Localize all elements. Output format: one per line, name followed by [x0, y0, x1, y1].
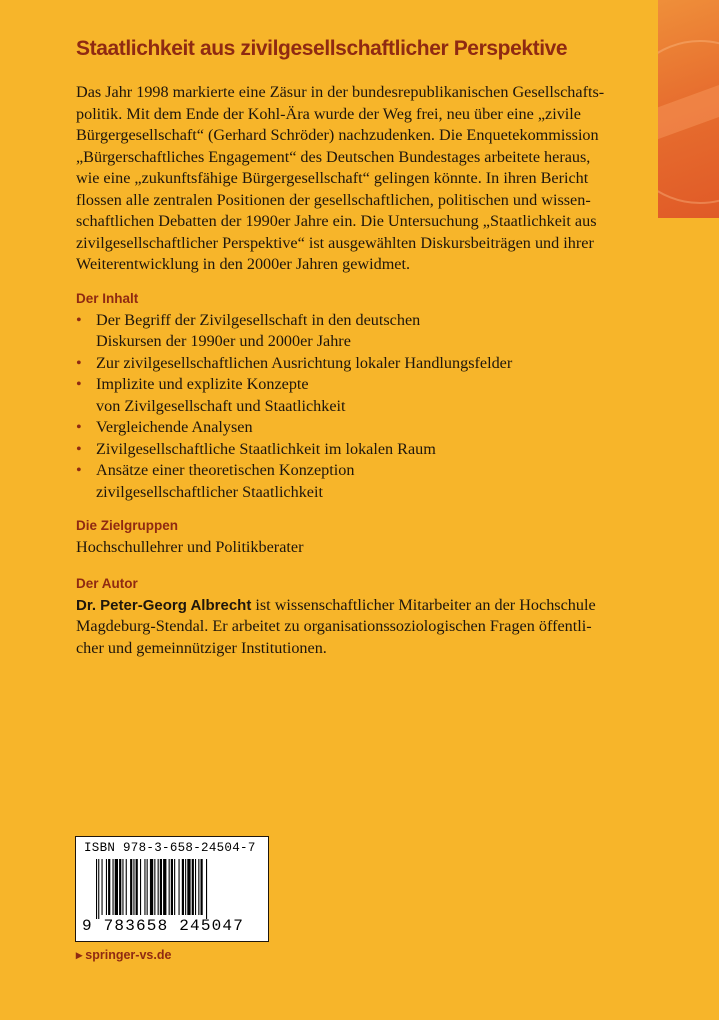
- list-item: [76, 374, 621, 417]
- barcode-bars: [96, 859, 252, 919]
- intro-line: Weiterentwicklung in den 2000er Jahren gewidmet.: [76, 255, 411, 273]
- list-item-line: • Der Begriff der Zivilgesellschaft in den deutschen: [96, 310, 421, 329]
- barcode-bar: [113, 859, 114, 915]
- list-item-line: • Implizite und explizite Konzepte: [96, 375, 309, 393]
- barcode-bar: [115, 859, 118, 915]
- list-item: [76, 460, 621, 503]
- ean-digits: 9 783658 245047: [82, 917, 245, 935]
- intro-line: zivilgesellschaftlicher Perspektive“ ist ausgewählten Diskursbeiträgen und ihrer: [76, 233, 594, 252]
- list-item-line: • Zivilgesellschaftliche Staatlichkeit im lokalen Raum: [96, 439, 436, 458]
- barcode-bar: [106, 859, 107, 915]
- list-item: [76, 439, 621, 461]
- barcode-bar: [169, 859, 170, 915]
- barcode-bar: [122, 859, 123, 915]
- author-name: Dr. Peter-Georg Albrecht: [76, 596, 252, 614]
- barcode-bar: [171, 859, 173, 915]
- barcode-bar: [102, 859, 103, 915]
- intro-line: Das Jahr 1998 markierte eine Zäsur in der bundesrepublikanischen Gesellschafts-: [76, 83, 605, 101]
- barcode-bar: [192, 859, 194, 915]
- author-heading: Der Autor: [76, 575, 138, 591]
- author-bio-line: cher und gemeinnütziger Institutionen.: [76, 638, 327, 657]
- barcode-bar: [158, 859, 159, 915]
- publisher-website[interactable]: [76, 947, 171, 962]
- contents-list: [76, 310, 621, 504]
- barcode-bar: [144, 859, 145, 915]
- arrow-icon: ▸: [76, 948, 83, 962]
- barcode-bar: [163, 859, 166, 915]
- barcode-bar: [201, 859, 203, 915]
- barcode-bar: [150, 859, 153, 915]
- barcode-bar: [108, 859, 110, 915]
- barcode-bar: [130, 859, 132, 915]
- barcode-bar: [182, 859, 184, 915]
- list-item: [76, 353, 621, 375]
- barcode-bar: [174, 859, 175, 915]
- isbn-barcode: [75, 836, 269, 942]
- author-bio-text: ist wissenschaftlicher Mitarbeiter an der Hochschule: [251, 595, 596, 614]
- barcode-bar: [119, 859, 121, 915]
- barcode-bar: [154, 859, 155, 915]
- barcode-bar: [187, 859, 190, 915]
- audience-text: [76, 537, 621, 559]
- page-title: Staatlichkeit aus zivilgesellschaftlicher Perspektive: [76, 37, 568, 60]
- list-item-line: von Zivilgesellschaft und Staatlichkeit: [96, 396, 346, 415]
- intro-paragraph: [76, 82, 621, 276]
- barcode-bar: [195, 859, 196, 915]
- list-item-line: • Vergleichende Analysen: [96, 418, 253, 436]
- barcode-bar: [136, 859, 138, 915]
- intro-line: „Bürgerschaftliches Engagement“ des Deutschen Bundestages arbeitete heraus,: [76, 147, 591, 166]
- list-item-line: • Zur zivilgesellschaftlichen Ausrichtung lokaler Handlungsfelder: [96, 353, 513, 372]
- author-bio: [76, 595, 621, 660]
- intro-line: wie eine „zukunftsfähige Bürgergesellschaft“ gelingen könnte. In ihren Bericht: [76, 169, 589, 187]
- author-bio-line: [76, 595, 621, 617]
- barcode-bar: [160, 859, 162, 915]
- barcode-bar: [96, 859, 97, 919]
- contents-heading: Der Inhalt: [76, 290, 139, 306]
- barcode-bar: [185, 859, 186, 915]
- website-text: springer-vs.de: [85, 948, 172, 962]
- barcode-bar: [140, 859, 141, 915]
- intro-line: politik. Mit dem Ende der Kohl-Ära wurde der Weg frei, neu über eine „zivile: [76, 104, 581, 123]
- decorative-corner-graphic: [658, 0, 719, 218]
- barcode-bar: [98, 859, 99, 919]
- isbn-label: ISBN 978-3-658-24504-7: [84, 841, 256, 855]
- barcode-bar: [206, 859, 207, 919]
- back-cover-text: [76, 36, 621, 659]
- intro-line: flossen alle zentralen Positionen der gesellschaftlichen, politischen und wissen-: [76, 190, 591, 209]
- barcode-bar: [147, 859, 148, 915]
- list-item: [76, 310, 621, 353]
- intro-line: schaftlichen Debatten der 1990er Jahre ein. Die Untersuchung „Staatlichkeit aus: [76, 212, 597, 230]
- barcode-bar: [126, 859, 127, 915]
- barcode-bar: [133, 859, 134, 915]
- barcode-bar: [198, 859, 199, 915]
- audience-heading: Die Zielgruppen: [76, 518, 179, 533]
- barcode-bar: [179, 859, 180, 915]
- author-bio-line: Magdeburg-Stendal. Er arbeitet zu organisationssoziologischen Fragen öffentli-: [76, 617, 592, 635]
- list-item-line: • Ansätze einer theoretischen Konzeption: [96, 461, 355, 479]
- intro-line: Bürgergesellschaft“ (Gerhard Schröder) nachzudenken. Die Enquetekommission: [76, 126, 599, 144]
- list-item: [76, 417, 621, 439]
- audience-line: Hochschullehrer und Politikberater: [76, 538, 304, 556]
- list-item-line: zivilgesellschaftlicher Staatlichkeit: [96, 482, 323, 501]
- list-item-line: Diskursen der 1990er und 2000er Jahre: [96, 332, 351, 350]
